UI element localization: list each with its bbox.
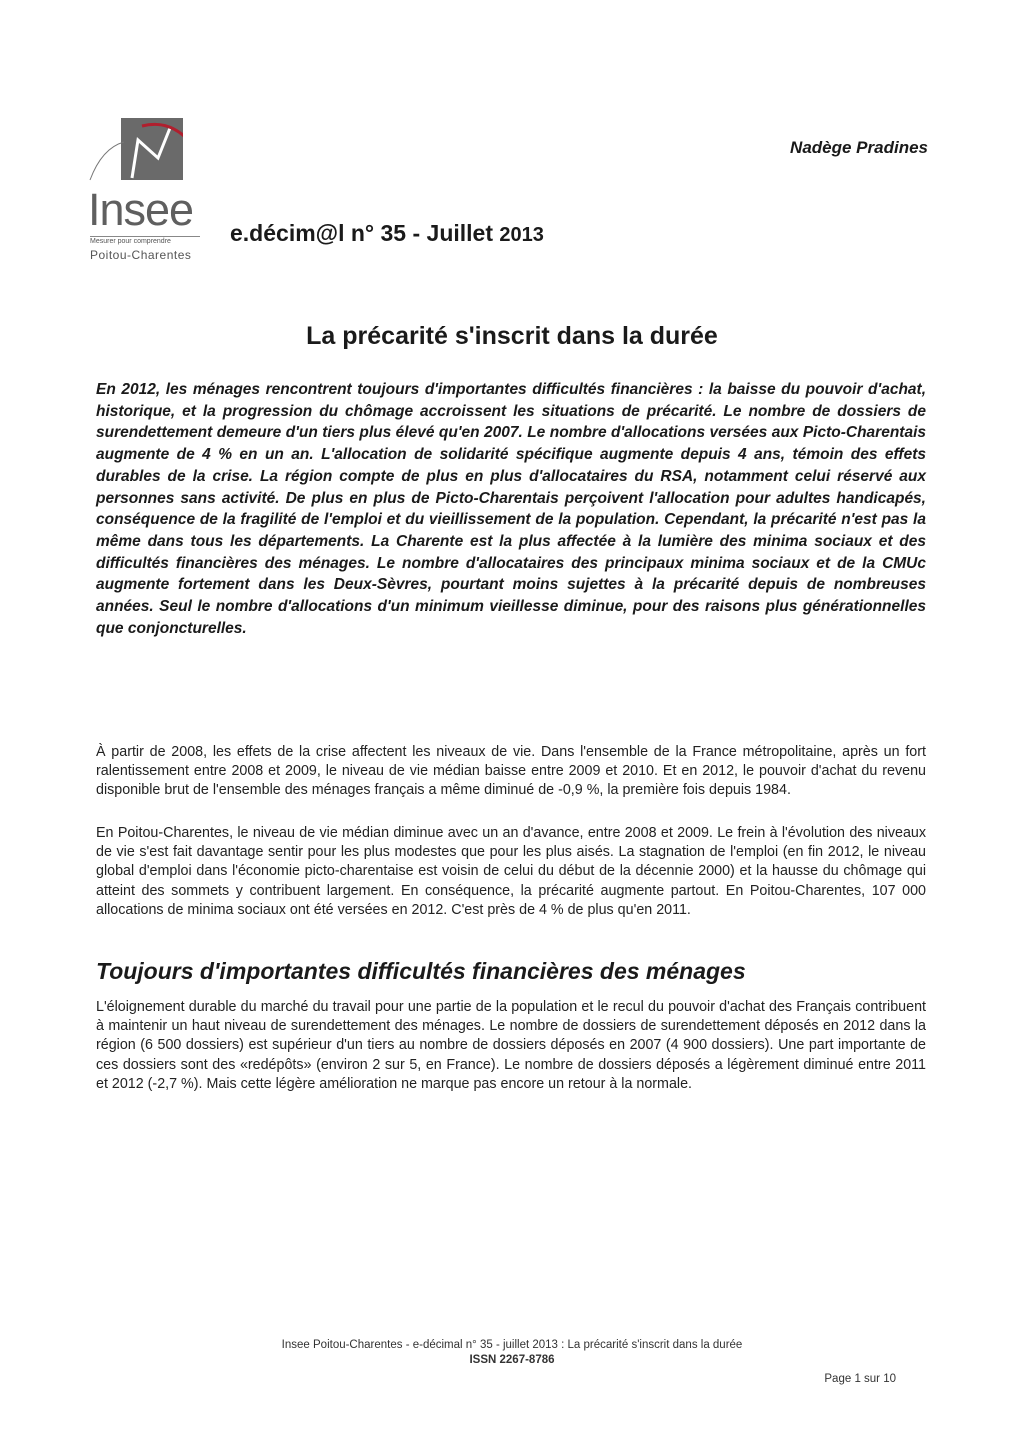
body-paragraph-3: L'éloignement durable du marché du travail pour une partie de la population et le recul du pouvoir d'achat des Français contribuent à maintenir un haut niveau de surendettement des ménages. Le nombre de dossiers de surendettement déposés en 2012 dans la région (6 500 dossiers) est supérieur d'un tiers au nombre de dossiers déposés en 2007 (4 900 dossiers). Une part importante de ces dossiers sont des «redépôts» (environ 2 sur 5, en France). Le nombre de dossiers déposés a légèrement diminué entre 2011 et 2012 (-2,7 %). Mais cette légère amélioration ne marque pas encore un retour à la normale. [96, 999, 926, 1092]
issue-label: e.décim@l n° 35 - Juillet [230, 220, 500, 246]
insee-logo [88, 118, 200, 263]
logo-tagline: Mesurer pour comprendre [90, 236, 200, 246]
page-number: Page 1 sur 10 [824, 1373, 896, 1385]
author-name: Nadège Pradines [790, 138, 928, 157]
body-paragraph-1: À partir de 2008, les effets de la crise affectent les niveaux de vie. Dans l'ensemble de la France métropolitaine, après un fort ralentissement entre 2008 et 2009, le niveau de vie médian baisse entre 2009 et 2010. Et en 2012, le pouvoir d'achat du revenu disponible brut de l'ensemble des ménages français a même diminué de -0,9 %, la première fois depuis 1984. [96, 744, 926, 799]
footer-issn: ISSN 2267-8786 [469, 1354, 555, 1366]
section-heading: Toujours d'importantes difficultés financières des ménages [96, 958, 746, 984]
abstract-paragraph: En 2012, les ménages rencontrent toujours d'importantes difficultés financières : la baisse du pouvoir d'achat, historique, et la progression du chômage accroissent les situations de précarité. Le nombre de dossiers de surendettement demeure d'un tiers plus élevé qu'en 2007. Le nombre d'allocations versées aux Picto-Charentais augmente de 4 % en un an. L'allocation de solidarité spécifique augmente depuis 4 ans, témoin des effets durables de la crise. La région compte de plus en plus d'allocataires du RSA, notamment celui réservé aux personnes sans activité. De plus en plus de Picto-Charentais perçoivent l'allocation pour adultes handicapés, conséquence de la fragilité de l'emploi et du vieillissement de la population. Cependant, la précarité n'est pas la même dans tous les départements. La Charente est la plus affectée à la lumière des minima sociaux et des difficultés financières des ménages. Le nombre d'allocataires des principaux minima sociaux et de la CMUc augmente fortement dans les Deux-Sèvres, pourtant moins sujettes à la précarité depuis de nombreuses années. Seul le nombre d'allocations d'un minimum vieillesse diminue, pour des raisons plus générationnelles que conjoncturelles. [96, 381, 926, 637]
logo-swoosh-line [88, 138, 128, 183]
footer-citation: Insee Poitou-Charentes - e-décimal n° 35 - juillet 2013 : La précarité s'inscrit dans la durée [281, 1339, 743, 1351]
body-paragraph-2: En Poitou-Charentes, le niveau de vie médian diminue avec un an d'avance, entre 2008 et 2009. Le frein à l'évolution des niveaux de vie s'est fait davantage sentir pour les plus modestes que pour les plus aisés. La stagnation de l'emploi (en fin 2012, le niveau global d'emploi dans l'économie picto-charentaise est voisin de celui du début de la décennie 2000) et la hausse du chômage qui atteint des sommets y contribuent largement. En conséquence, la précarité augmente partout. En Poitou-Charentes, 107 000 allocations de minima sociaux ont été versées en 2012. C'est près de 4 % de plus qu'en 2011. [96, 825, 926, 918]
insee-logo-mark [121, 118, 183, 180]
page-footer [0, 1338, 1024, 1368]
issue-year: 2013 [499, 224, 544, 246]
logo-region: Poitou-Charentes [90, 248, 192, 262]
logo-brand-text: Insee [88, 184, 194, 235]
issue-heading [230, 220, 544, 247]
page-title: La précarité s'inscrit dans la durée [306, 322, 718, 350]
